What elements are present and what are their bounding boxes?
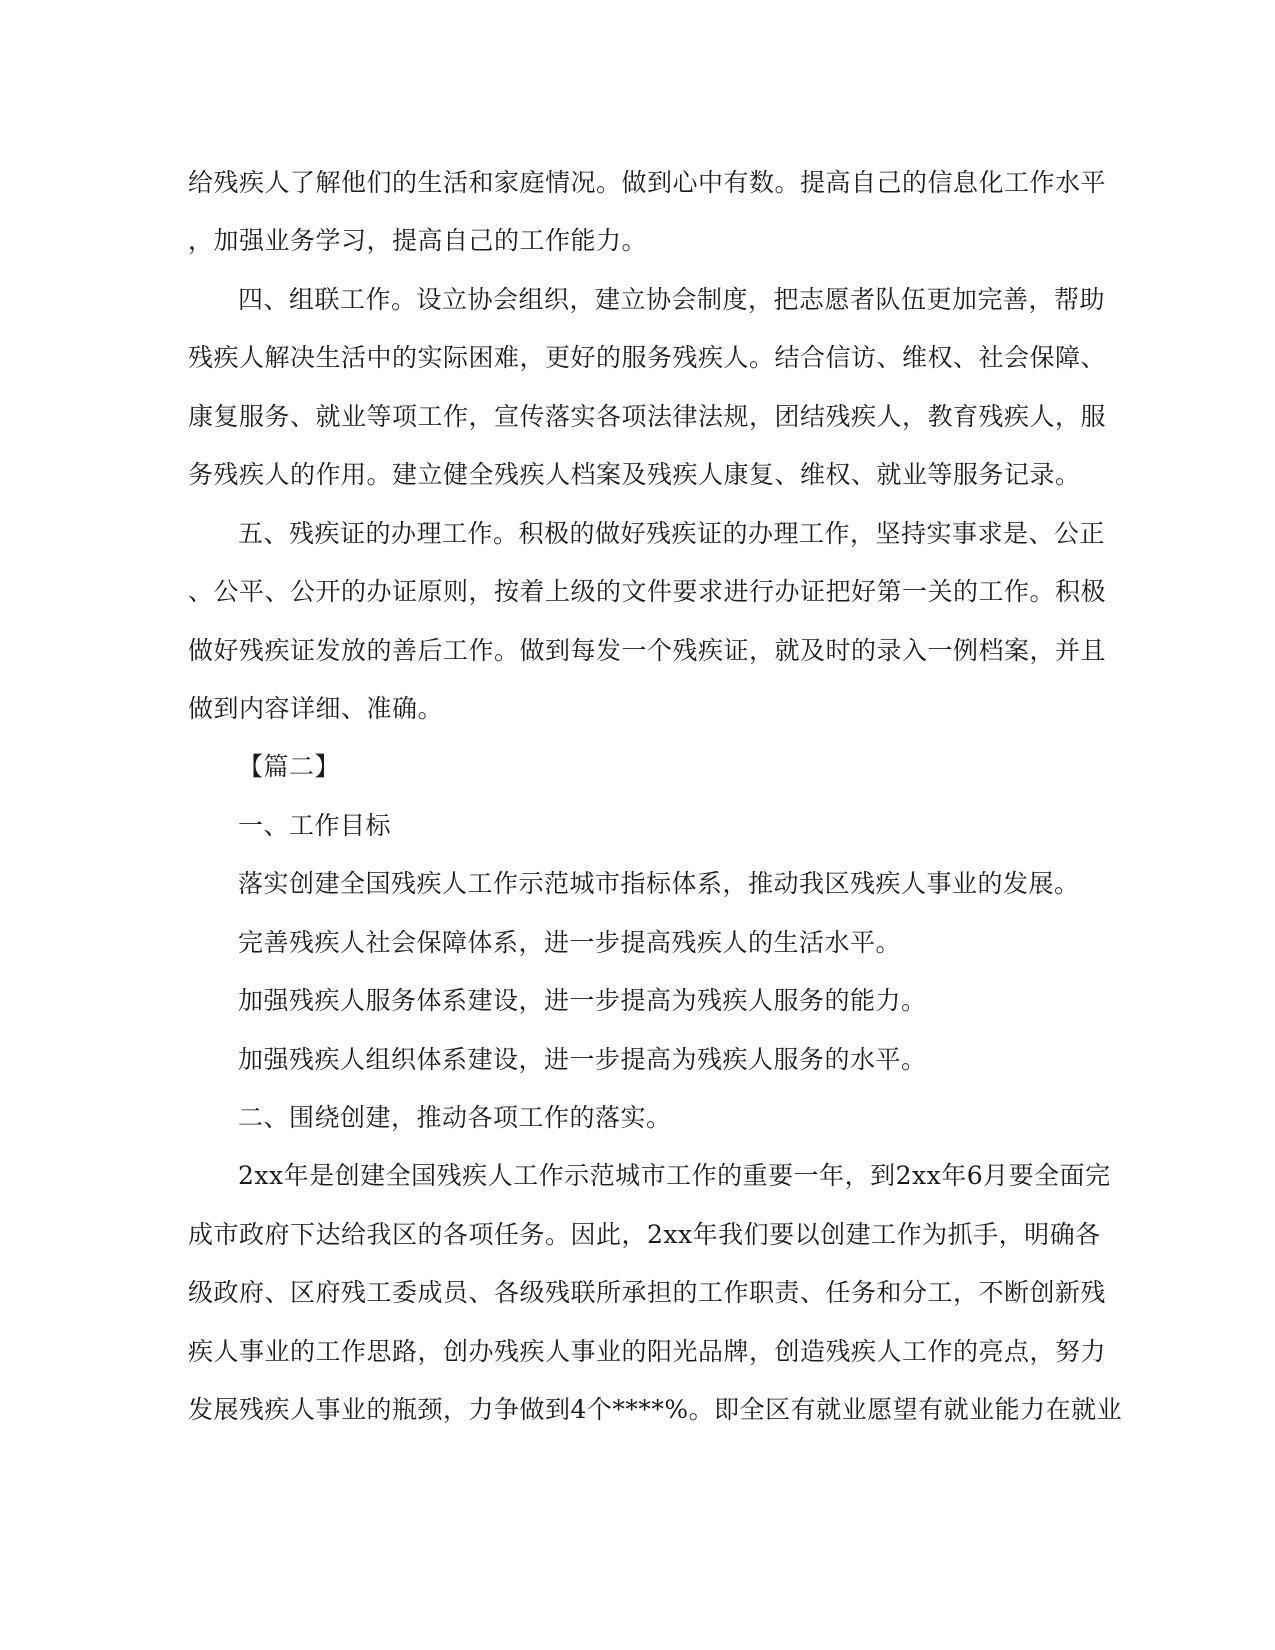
text-line: 级政府、区府残工委成员、各级残联所承担的工作职责、任务和分工，不断创新残 <box>188 1278 1107 1307</box>
section-heading-2: 二、围绕创建，推动各项工作的落实。 <box>238 1103 672 1132</box>
paragraph-heading-4: 四、组联工作。设立协会组织，建立协会制度，把志愿者队伍更加完善，帮助 <box>238 285 1106 314</box>
text-line: ，加强业务学习，提高自己的工作能力。 <box>188 226 648 255</box>
paragraph-heading-5: 五、残疾证的办理工作。积极的做好残疾证的办理工作，坚持实事求是、公正 <box>238 519 1106 548</box>
text-line: 成市政府下达给我区的各项任务。因此，2xx年我们要以创建工作为抓手，明确各 <box>188 1220 1101 1249</box>
text-line: 残疾人解决生活中的实际困难，更好的服务残疾人。结合信访、维权、社会保障、 <box>188 343 1107 372</box>
text-line: 、公平、公开的办证原则，按着上级的文件要求进行办证把好第一关的工作。积极 <box>188 577 1107 606</box>
section-heading-1: 一、工作目标 <box>238 811 392 840</box>
goal-item: 落实创建全国残疾人工作示范城市指标体系，推动我区残疾人事业的发展。 <box>238 869 1080 898</box>
text-line: 做好残疾证发放的善后工作。做到每发一个残疾证，就及时的录入一例档案，并且 <box>188 636 1107 665</box>
text-line: 给残疾人了解他们的生活和家庭情况。做到心中有数。提高自己的信息化工作水平 <box>188 168 1107 197</box>
goal-item: 加强残疾人组织体系建设，进一步提高为残疾人服务的水平。 <box>238 1045 927 1074</box>
text-line: 2xx年是创建全国残疾人工作示范城市工作的重要一年，到2xx年6月要全面完 <box>238 1161 1111 1190</box>
goal-item: 完善残疾人社会保障体系，进一步提高残疾人的生活水平。 <box>238 928 902 957</box>
text-line: 做到内容详细、准确。 <box>188 694 444 723</box>
text-line: 务残疾人的作用。建立健全残疾人档案及残疾人康复、维权、就业等服务记录。 <box>188 460 1081 489</box>
section-title: 【篇二】 <box>238 752 341 781</box>
text-line: 康复服务、就业等项工作，宣传落实各项法律法规，团结残疾人，教育残疾人，服 <box>188 402 1107 431</box>
text-line: 发展残疾人事业的瓶颈，力争做到4个****%。即全区有就业愿望有就业能力在就业 <box>188 1395 1123 1424</box>
text-line: 疾人事业的工作思路，创办残疾人事业的阳光品牌，创造残疾人工作的亮点，努力 <box>188 1337 1107 1366</box>
goal-item: 加强残疾人服务体系建设，进一步提高为残疾人服务的能力。 <box>238 986 927 1015</box>
